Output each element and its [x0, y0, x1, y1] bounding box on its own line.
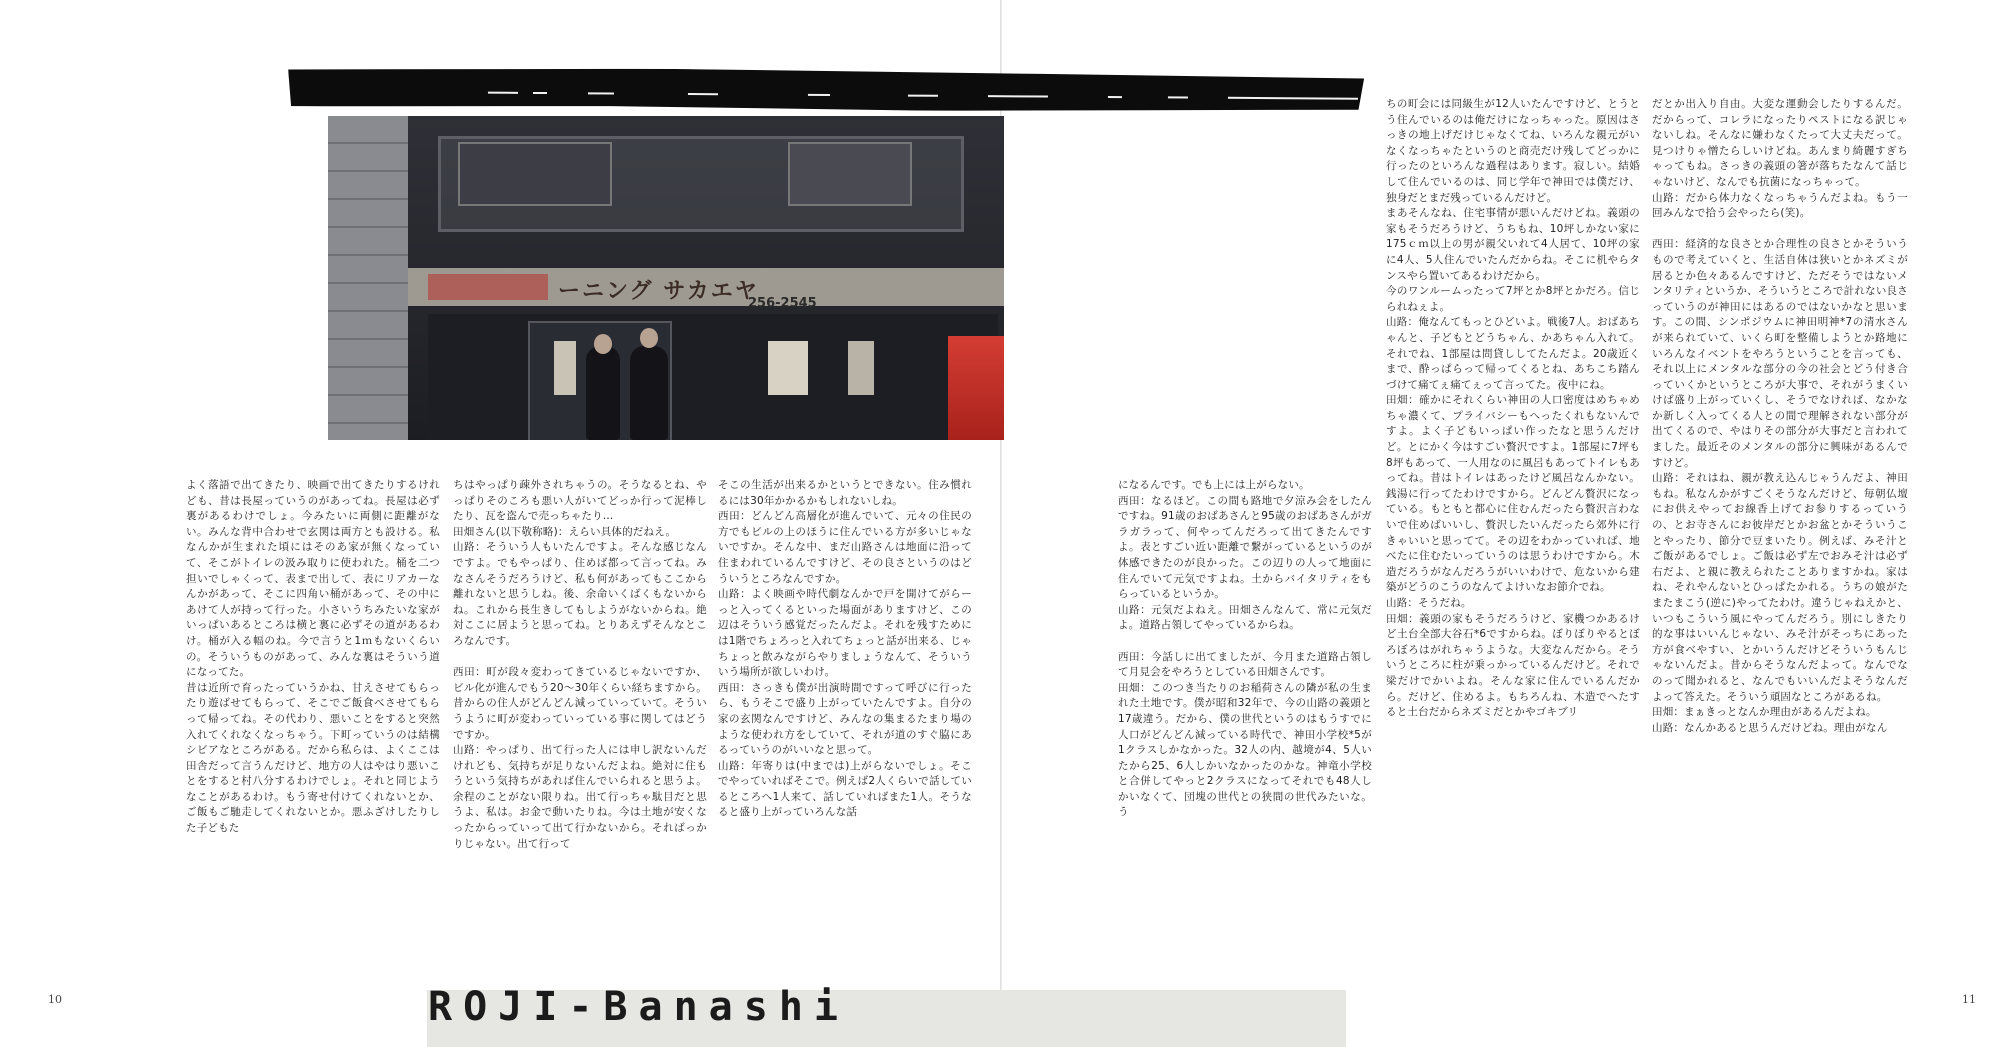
paragraph: 山路：だから体力なくなっちゃうんだよね。もう一回みんなで拾う会やったら(笑)。	[1652, 191, 1908, 220]
paragraph: 田畑：義頭の家もそうだろうけど、家機つかあるけど土台全部大谷石*6ですからね。ぼりぼりやるとぼろぼろはがれちゃうような。大変なんだから。そういうところに柱が乗っかっているんだけど。それで梁だけでかいよね。そんな家に住んでいるんだから。だけど、住めるよ。もちろんね、木造でへたすると土台だからネズミだとかやゴキブリ	[1386, 612, 1640, 719]
paragraph: 山路：元気だよねえ。田畑さんなんて、常に元気だよ。道路占領してやっているからね。	[1118, 603, 1372, 632]
paragraph: 山路：年寄りは(中までは)上がらないでしょ。そこでやっていればそこで。例えば2人くらいで話しているところへ1人来て、話していればまた1人。そうなると盛り上がっていろんな話	[718, 759, 972, 819]
paragraph: まあそんなね、住宅事情が悪いんだけどね。義頭の家もそうだろうけど、うちもね、10坪しかない家に175ｃｍ以上の男が親父いれて4人居て、10坪の家に4人、5人住んでいたんだからね。そこに机やらタンスやら置いてあるわけだから。	[1386, 207, 1640, 282]
paragraph: 田畑さん(以下敬称略)：えらい具体的だねえ。	[453, 525, 677, 538]
paragraph: 山路：なんかあると思うんだけどね。理由がなん	[1652, 721, 1888, 734]
text-column-5	[1386, 97, 1640, 721]
page-number-right: 11	[1962, 993, 1976, 1006]
paragraph: ちの町会には同級生が12人いたんですけど、とうとう住んでいるのは俺だけになっちゃった。原因はさっきの地上げだけじゃなくてね、いろんな親元がいなくなっちゃたというのと商売だけ残してどっかに行ったのといろんな過程はあります。寂しい。結婚して住んでいるのは、同じ学年で神田では僕だけ、独身だとまだ残っているんだけど。	[1386, 98, 1640, 204]
shopfront	[428, 314, 998, 440]
text-column-2	[453, 478, 707, 852]
black-brush-band	[288, 66, 1364, 114]
paragraph: 田畑：まぁきっとなんか理由があるんだよね。	[1652, 706, 1877, 719]
person-right	[630, 346, 668, 440]
paragraph: そこの生活が出来るかというとできない。住み慣れるには30年かかるかもしれないしね。	[718, 479, 972, 507]
text-column-4	[1118, 478, 1372, 821]
paragraph: 田畑：確かにそれくらい神田の人口密度はめちゃめちゃ濃くて、プライバシーもへったくれもないんですよ。よく子どもいっぱい作ったなと思うんだけど。とにかく今はすごい贅沢ですよ。1部屋に7坪も8坪もあって、一人用なのに風呂もあってトイレもあってね。昔はトイレはあったけど風呂なんかない。銭湯に行ってたわけですから。どんどん贅沢になっている。もともと都心に住むんだったら贅沢言わないで住めばいいし、贅沢したいんだったら郊外に行きゃいいと思ってて。その辺をわかっていれば、地べたに住むたいっていうのは思うわけですから。木造だろうがなんだろうがいいわけで、危ないから建築がどうのこうのなんてよけいなお節介でね。	[1386, 394, 1640, 594]
paragraph: 田畑：このつき当たりのお稲荷さんの隣が私の生まれた土地です。僕が昭和32年で、今の山路の義頭と17歳違う。だから、僕の世代というのはもうすでに人口がどんどん減っている時代で、神田小学校*5が1クラスしかなかった。32人の内、越境が4、5人いたから25、6人しかいなかったのかな。神竜小学校と合併してやっと2クラスになってそれでも48人しかいなくて、団塊の世代との狭間の世代みたいな。う	[1118, 681, 1372, 819]
paragraph: 西田：どんどん高層化が進んでいて、元々の住民の方でもビルの上のほうに住んでいる方が多いじゃないですか。そんな中、まだ山路さんは地面に沿って住まわれているんですけど、その良さというのはどういうところなんですか。	[718, 510, 972, 585]
paragraph: 西田：町が段々変わってきているじゃないですか、ビル化が進んでもう20〜30年くらい経ちますから。昔からの住人がどんどん減っていっていて。そういうように町が変わっていっている事に関してはどうですか。	[453, 666, 707, 741]
paragraph: 西田：経済的な良さとか合理性の良さとかそういうもので考えていくと、生活自体は狭いとかネズミが居るとか色々あるんですけど、ただそうではないメンタリティというか、そういうところで計れない良さっていうのが神田にはあるのではないかなと思います。この間、シンポジウムに神田明神*7の清水さんが来られていて、いくら町を整備しようとか路地にいろんなイベントをやろうということを言っても、それ以上にメンタルな部分の今の社会とどう付き合っていくかというところが大事で、それがうまくいけば盛り上がっていくし、そうでなければ、なかなか新しく入ってくる人との間で理解されない部分が出てくるので、やはりその部分が大事だと言われてました。最近そのメンタルの部分に興味があるんですけど。	[1652, 238, 1908, 469]
paragraph: 今のワンルームったって7坪とか8坪とかだろ。信じられねぇよ。	[1386, 285, 1640, 313]
paragraph: 西田：今話しに出てましたが、今月また道路占領して月見会をやろうとしている田畑さんです。	[1118, 650, 1372, 679]
person-left	[586, 346, 620, 440]
paragraph: 西田：なるほど。この間も路地で夕涼み会をしたんですね。91歳のおばあさんと95歳のおばあさんがガラガラって、何やってんだろって出てきたんですよ。表とすごい近い距離で繋がっているというのが体感できたのが良かった。この辺りの人って地面に住んでいて元気ですよね。土からバイタリティをもらっているというか。	[1118, 494, 1372, 601]
shop-phone: 256-2545	[748, 296, 817, 311]
text-column-6	[1652, 97, 1908, 736]
storefront-photo	[328, 116, 1004, 440]
text-column-3	[718, 478, 972, 821]
running-title: ROJI-Banashi	[428, 984, 849, 1030]
text-column-1	[186, 478, 440, 837]
paragraph: 山路：よく映画や時代劇なんかで戸を開けてがらーっと入ってくるといった場面がありますけど、この辺はそういう感覚だったんだよ。それを残すためには1階でちょろっと入れてちょっと話が出来る、じゃちょっと飲みながらやりましょうなんて、そういういう場所が欲しいわけ。	[718, 588, 972, 679]
paragraph: 山路：そうだね。	[1386, 597, 1472, 609]
paragraph: ちはやっぱり疎外されちゃうの。そうなるとね、やっぱりそのころも悪い人がいてどっか行って泥棒したり、瓦を盗んで売っちゃたり…	[453, 479, 707, 523]
paragraph: 西田：さっきも僕が出演時間ですって呼びに行ったら、もうそこで盛り上がっていたんですよ。自分の家の玄関なんですけど、みんなの集まるたまり場のような使われ方をしていて、それが道のすぐ脇にあるっていうのがいいなと思って。	[718, 681, 972, 757]
paragraph: 山路：俺なんてもっとひどいよ。戦後7人。おばあちゃんと、子どもとどうちゃん、かあちゃん入れて。それでね、1部屋は問貸ししてたんだよ。20歳近くまで、酔っぱらって帰ってくるとね、あちこち踏んづけて痛てぇ痛てぇって言ってた。夜中にね。	[1386, 316, 1640, 391]
paragraph: よく落語で出てきたり、映画で出てきたりするけれども、昔は長屋っていうのがあってね。長屋は必ず裏があるわけでしょ。今みたいに両側に距離がない。みんな背中合わせで玄関は両方とも設ける。私なんかが生まれた頃にはそのあ家が無くなっていて、そこがトイレの汲み取りに使われた。桶を二つ担いでしゃくって、表まで出して、表にリアカーなんかがあって、そこに四角い桶があって、その中にあけて人が持って行った。小さいうちみたいな家がいっぱいあるところは横と裏に必ずその道があるわけ。桶が入る幅のね。今で言うと1ｍもないくらいの。そういうものがあって、みんな裏はそういう道になってた。	[186, 479, 440, 679]
paragraph: になるんです。でも上には上がらない。	[1118, 479, 1310, 491]
paragraph: 山路：それはね、親が教え込んじゃうんだよ、神田もね。私なんかがすごくそうなんだけど、毎朝仏壇にお供えやってお線香上げてお参りするっていうの、とお寺さんにお彼岸だとかお盆とかそういうことやったり、節分で豆まいたり。例えば、みそ汁とご飯があるでしょ。ご飯は必ず左でおみそ汁は必ず右だよ、と親に教えられたことありますかね。家はね、それやんないとひっぱたかれる。うちの娘がたまたまこう(逆に)やってたわけ。違うじゃねえかと、いつもこういう風にやってんだろう。別にしきたり的な事はいいんじゃない、みそ汁がそっちにあった方が食べやすい、とかいうんだけどそういうもんじゃないんだよ。昔からそうなんだよって。なんでなのって聞かれると、なんでもいいんだよそうなんだよって答えた。そういう頑固なところがあるね。	[1652, 472, 1908, 703]
shop-sign-text: ーニング サカエヤ	[558, 279, 759, 304]
building-pillar	[328, 116, 408, 440]
paragraph: 山路：そういう人もいたんですよ。そんな感じなんですよ。でもやっぱり、住めば都って言ってね。みなさんそうだろうけど、私も何があってもここから離れないと思うしね。後、余命いくばくもないからね。これから長生きしてもしようがないからね。絶対ここに居ようと思ってね。とりあえずそんなところなんです。	[453, 541, 707, 647]
paragraph: 山路：やっぱり、出て行った人には申し訳ないんだけれども、気持ちが足りないんだよね。絶対に住もうという気持ちがあれば住んでいられると思うよ。余程のことがない限りね。出て行っちゃ駄目だと思うよ、私は。お金で動いたりね。今は土地が安くなったからっていって出て行かないから。そればっかりじゃない。出て行って	[453, 744, 707, 850]
page-number-left: 10	[48, 993, 62, 1006]
paragraph: だとか出入り自由。大変な運動会したりするんだ。だからって、コレラになったりペストになる訳じゃないしね。そんなに嫌わなくたって大丈夫だって。見つけりゃ憎たらしいけどね。あんまり綺麗すぎちゃってもね。さっきの義頭の箸が落ちたなんて話じゃないけど、なんでも抗菌になっちゃって。	[1652, 98, 1908, 188]
paragraph: 昔は近所で育ったっていうかね、甘えさせてもらったり遊ばせてもらって、そこでご飯食べさせてもらって帰ってね。その代わり、悪いことをすると突然入れてくれなくなっちゃう。下町っていうのは結構シビアなところがある。だから私らは、よくここは田舎だって言うんだけど、地方の人はやはり悪いことをすると村八分するわけでしょ。それと同じようなことがあるわけ。もう寄せ付けてくれないとか、ご飯もご馳走してくれないとか。悪ふざけしたりした子どもた	[186, 681, 440, 835]
vending-machine	[948, 336, 1004, 440]
